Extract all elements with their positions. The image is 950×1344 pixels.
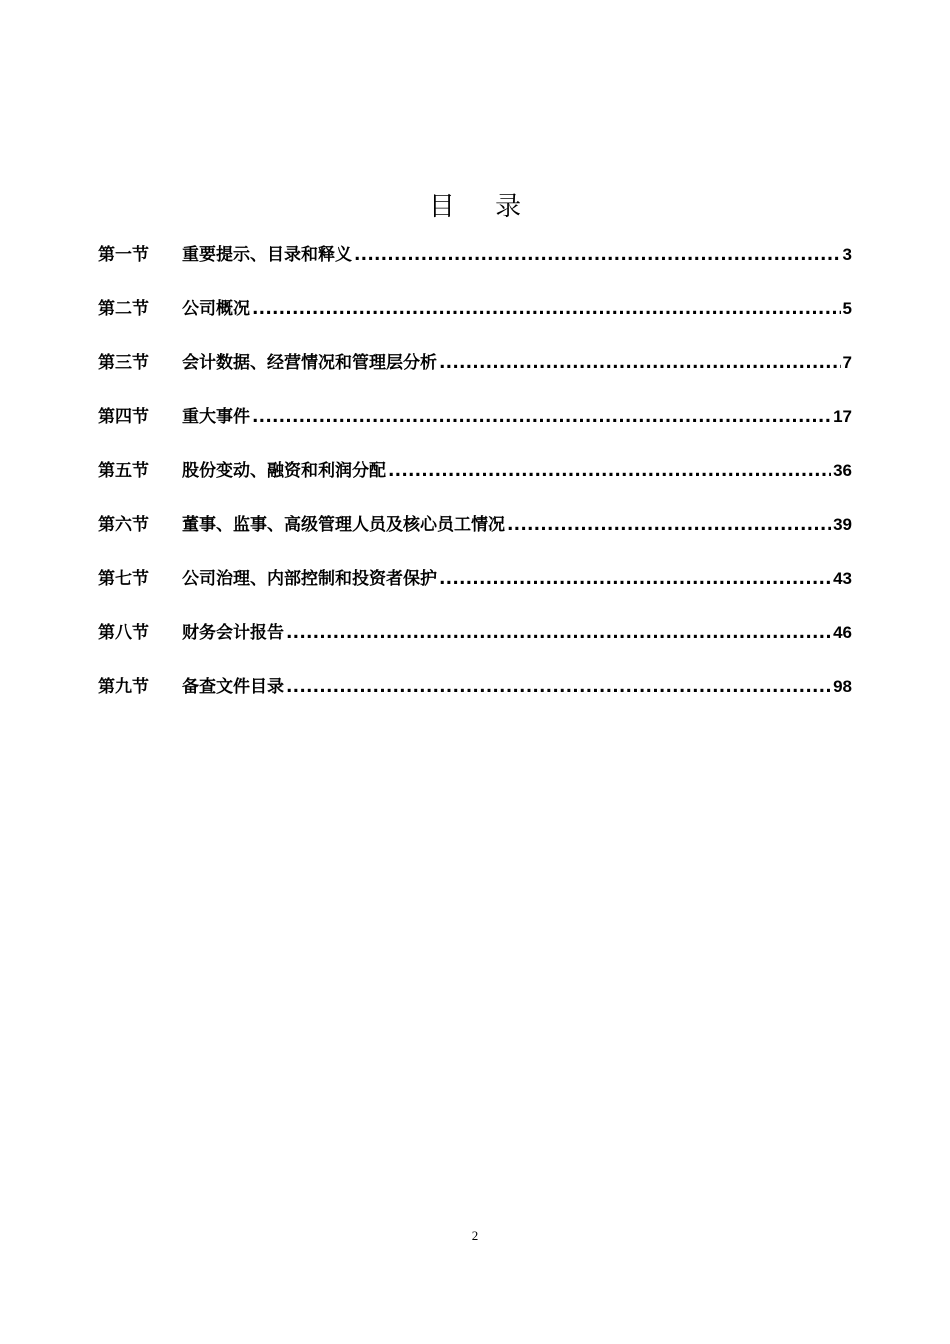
toc-entry[interactable]	[98, 404, 852, 458]
table-of-contents	[98, 242, 852, 728]
toc-entry[interactable]	[98, 674, 852, 728]
toc-page-number: 43	[833, 569, 852, 588]
toc-page-number: 7	[842, 353, 852, 372]
toc-dot-leader	[252, 404, 831, 430]
toc-section-title: 财务会计报告	[182, 623, 284, 643]
toc-section-number: 第三节	[98, 353, 149, 373]
toc-entry[interactable]	[98, 566, 852, 620]
toc-entry[interactable]	[98, 242, 852, 296]
toc-page-number: 39	[833, 515, 852, 534]
toc-entry[interactable]	[98, 350, 852, 404]
toc-page-number: 36	[833, 461, 852, 480]
toc-section-number: 第八节	[98, 623, 149, 643]
toc-section-title: 重大事件	[182, 407, 250, 427]
toc-dot-leader	[286, 674, 831, 700]
toc-page-number: 5	[842, 299, 852, 318]
toc-section-number: 第六节	[98, 515, 149, 535]
toc-page-number: 17	[833, 407, 852, 426]
toc-section-title: 会计数据、经营情况和管理层分析	[182, 353, 437, 373]
toc-page-number: 46	[833, 623, 852, 642]
page-footer-number: 2	[471, 1228, 479, 1243]
toc-section-title: 公司治理、内部控制和投资者保护	[182, 569, 437, 589]
toc-dot-leader	[388, 458, 831, 484]
toc-section-title: 股份变动、融资和利润分配	[182, 461, 386, 481]
toc-section-number: 第七节	[98, 569, 149, 589]
toc-entry[interactable]	[98, 296, 852, 350]
toc-section-number: 第四节	[98, 407, 149, 427]
toc-section-title: 重要提示、目录和释义	[182, 245, 352, 265]
toc-page-number: 3	[842, 245, 852, 264]
toc-section-number: 第二节	[98, 299, 149, 319]
toc-section-title: 备查文件目录	[182, 677, 284, 697]
toc-entry[interactable]	[98, 512, 852, 566]
toc-section-number: 第一节	[98, 245, 149, 265]
toc-page-number: 98	[833, 677, 852, 696]
toc-dot-leader	[439, 350, 841, 376]
toc-dot-leader	[439, 566, 831, 592]
toc-dot-leader	[507, 512, 831, 538]
toc-entry[interactable]	[98, 620, 852, 674]
toc-section-title: 公司概况	[182, 299, 250, 319]
toc-entry[interactable]	[98, 458, 852, 512]
toc-dot-leader	[354, 242, 841, 268]
page-title: 目 录	[428, 192, 538, 223]
toc-section-title: 董事、监事、高级管理人员及核心员工情况	[182, 515, 505, 535]
toc-dot-leader	[252, 296, 841, 322]
toc-section-number: 第九节	[98, 677, 149, 697]
toc-section-number: 第五节	[98, 461, 149, 481]
toc-dot-leader	[286, 620, 831, 646]
